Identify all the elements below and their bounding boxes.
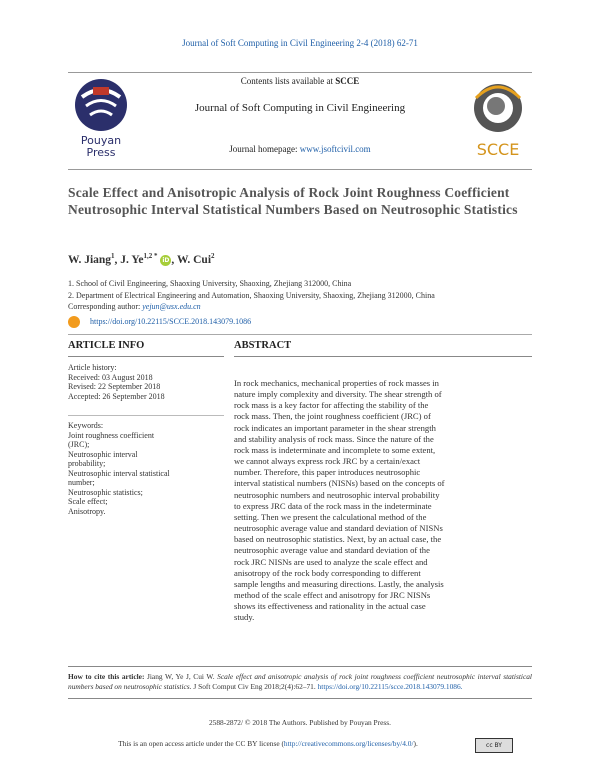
abstract-line: interval statistical numbers (NISNs) based on the concepts of	[234, 478, 445, 489]
author-2-sup: 1,2 *	[143, 252, 158, 260]
scce-logo	[462, 80, 534, 164]
doi-icon	[68, 316, 80, 328]
accepted-date: Accepted: 26 September 2018	[68, 391, 165, 401]
abstract-line: shows its effectiveness and rationality in the actual case	[234, 601, 426, 612]
abstract-line: number. Therefore, this paper introduces neutrosophic	[234, 467, 421, 478]
scce-logo-icon	[462, 80, 534, 140]
abstract-line: rock indicates an important parameter in the shear strength	[234, 422, 436, 433]
logo-text-press: Press	[86, 146, 116, 159]
divider	[68, 698, 532, 699]
logo-text-pouyan: Pouyan	[80, 134, 122, 147]
abstract-line: based on neutrosophic statistics. Next, by an actual case, the	[234, 534, 442, 545]
orcid-icon[interactable]: iD	[162, 256, 170, 264]
journal-name: Journal of Soft Computing in Civil Engineering	[194, 102, 406, 114]
author-line: W. Jiang$^1$, J. $Ye^{1,2 *}$ iD , W. Cui$^2$	[68, 252, 215, 266]
abstract-line: sample lengths and measuring directions. Lastly, the analysis	[234, 578, 444, 589]
keyword-line: Neutrosophic statistics;	[68, 487, 143, 497]
abstract-line: neutrosophic average value and standard deviation of the	[234, 545, 430, 556]
affiliation-1: 1. School of Civil Engineering, Shaoxing University, Shaoxing, Zhejiang 312000, China	[68, 279, 352, 288]
divider	[68, 356, 224, 357]
abstract-line: and stability analysis of rock mass. Since the nature of the	[234, 433, 434, 444]
keyword-line: probability;	[68, 459, 106, 468]
author-2: J. Ye	[120, 253, 144, 266]
contents-prefix: Contents lists available at	[240, 76, 336, 86]
cite-label: How to cite this article:	[68, 672, 145, 681]
abstract-line: rock mass is indeterminate and incomplete to some extent,	[234, 444, 436, 455]
cc-by-badge-icon[interactable]: cc BY	[475, 738, 513, 753]
abstract-line: rock JRC NISNs are used to analyze the scale effect and	[234, 556, 428, 567]
keyword-line: (JRC);	[68, 440, 90, 449]
article-info-heading: ARTICLE INFO	[68, 340, 145, 351]
citation-block	[68, 672, 532, 691]
divider	[68, 415, 224, 416]
abstract-line: neutrosophic numbers and neutrosophic interval probability	[234, 489, 440, 500]
doi-link[interactable]: https://doi.org/10.22115/SCCE.2018.143079.1086	[90, 316, 252, 326]
scce-logo-text: SCCE	[476, 140, 520, 159]
author-3: W. Cui	[176, 253, 212, 266]
license-suffix: ).	[413, 739, 418, 748]
cite-authors: Jiang W, Ye J, Cui W.	[144, 672, 218, 681]
keywords-block	[68, 421, 170, 516]
keyword-line: Neutrosophic interval	[68, 449, 138, 459]
homepage-link[interactable]: www.jsoftcivil.com	[299, 144, 371, 154]
doi-row	[68, 316, 251, 328]
revised-date: Revised: 22 September 2018	[68, 382, 161, 391]
affiliation-2: 2. Department of Electrical Engineering and Automation, Shaoxing University, Shaoxing, Zhejiang 312000, China	[68, 291, 435, 300]
corresponding-label: Corresponding author:	[68, 302, 143, 311]
author-1: W. Jiang	[68, 253, 112, 266]
running-head: Journal of Soft Computing in Civil Engineering 2-4 (2018) 62-71	[182, 38, 418, 48]
abstract-line: nature imply complexity and diversity. The shear strength of	[234, 389, 442, 400]
keyword-line: Joint roughness coefficient	[68, 430, 155, 440]
divider	[68, 666, 532, 667]
abstract-line: anisotropy of the rock body corresponding to different	[234, 567, 421, 578]
contents-publisher: SCCE	[335, 76, 360, 86]
keyword-line: Anisotropy.	[68, 506, 106, 516]
received-date: Received: 03 August 2018	[68, 372, 153, 382]
abstract-line: rock mass. Then, the joint roughness coefficient (JRC) of	[234, 411, 431, 422]
abstract-body	[234, 378, 531, 623]
abstract-line: we cannot always express rock JRC by a certain/exact	[234, 456, 421, 467]
paper-title: Scale Effect and Anisotropic Analysis of Rock Joint Roughness Coefficient Neutrosophic Interval Statistical Numbers Based on Neutrosophic Statistics	[68, 185, 518, 217]
license-prefix: This is an open access article under the CC BY license (	[118, 739, 284, 748]
author-1-sup: 1	[111, 252, 115, 260]
keywords-label: Keywords:	[68, 421, 104, 430]
abstract-line: study.	[234, 612, 255, 623]
divider	[68, 334, 532, 335]
keyword-line: Neutrosophic interval statistical	[68, 468, 170, 478]
corresponding-email-link[interactable]: yejun@usx.edu.cn	[142, 302, 201, 311]
abstract-line: method of the scale effect and anisotropy for JRC NISNs	[234, 589, 431, 600]
copyright-line: 2588-2872/ © 2018 The Authors. Published by Pouyan Press.	[208, 718, 392, 727]
keyword-line: number;	[68, 478, 95, 487]
abstract-line: rock mass is a key factor for affecting the stability of the	[234, 400, 429, 411]
license-link[interactable]: http://creativecommons.org/licenses/by/4.0/	[283, 739, 414, 748]
abstract-line: setting. Then we present the calculational method of the	[234, 511, 427, 522]
homepage-label: Journal homepage:	[229, 144, 300, 154]
history-label: Article history:	[68, 363, 117, 372]
corresponding-author	[68, 302, 201, 311]
abstract-line: to express JRC data of the rock mass in the indeterminate	[234, 500, 432, 511]
divider	[234, 356, 532, 357]
abstract-line: neutrosophic average value and standard deviation of NISNs	[234, 523, 443, 534]
license-line	[68, 739, 468, 748]
abstract-line: In rock mechanics, mechanical properties of rock masses in	[234, 378, 439, 388]
author-3-sup: 2	[211, 252, 215, 260]
article-history	[68, 363, 165, 401]
keyword-line: Scale effect;	[68, 497, 108, 506]
abstract-heading: ABSTRACT	[234, 340, 292, 351]
cite-doi-link[interactable]: https://doi.org/10.22115/scce.2018.143079.1086.	[317, 681, 463, 691]
cite-title: Scale effect and anisotropic analysis of rock joint roughness coefficient neutrosophic interval statistical numbers based on neutrosophic statistics.	[68, 672, 532, 691]
cite-journal: J Soft Comput Civ Eng 2018;2(4):62–71.	[191, 681, 316, 691]
